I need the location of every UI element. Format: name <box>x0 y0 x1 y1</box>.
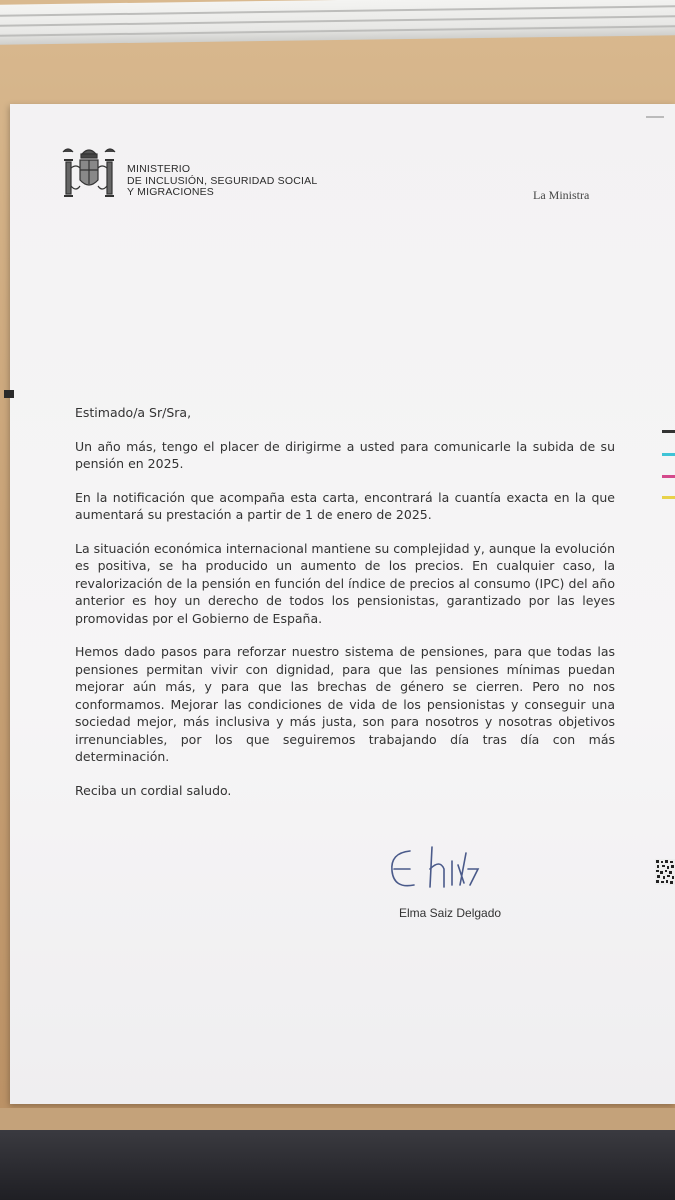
paper-stack-edge <box>0 5 675 16</box>
handwritten-signature <box>380 839 520 899</box>
letter-page <box>10 104 675 1104</box>
qr-code-icon <box>655 859 675 885</box>
spain-coat-of-arms-icon <box>60 144 118 206</box>
salutation: Estimado/a Sr/Sra, <box>75 405 192 420</box>
office-title: La Ministra <box>533 188 590 202</box>
tab-magenta <box>662 475 675 478</box>
ministry-line: MINISTERIO <box>127 163 191 175</box>
closing: Reciba un cordial saludo. <box>75 782 232 798</box>
paragraph: Hemos dado pasos para reforzar nuestro sistema de pensiones, para que todas las pensiones permitan vivir con dignidad, para que las pensiones mínimas puedan mejorar aún más, y para que las brechas de género se cierren. Pero no nos conformamos. Mejorar las condiciones de vida de los pensionistas y conseguir una sociedad mejor, más inclusiva y más justa, son para nosotros y nosotras objetivos irrenunciables, por los que seguiremos trabajando día tras día con más determinación. <box>75 644 615 764</box>
page-tab-mark <box>4 390 14 398</box>
letter-body <box>75 404 615 815</box>
desk-surface <box>0 1108 675 1130</box>
paper-stack <box>0 0 675 45</box>
ministry-line: DE INCLUSIÓN, SEGURIDAD SOCIAL <box>127 174 318 187</box>
signatory-name: Elma Saiz Delgado <box>399 906 502 920</box>
tab-yellow <box>662 496 675 499</box>
paragraph: En la notificación que acompaña esta carta, encontrará la cuantía exacta en la que aumentará su prestación a partir de 1 de enero de 2025. <box>75 489 615 522</box>
tab-dark <box>662 430 675 433</box>
tab-cyan <box>662 453 675 456</box>
page-corner-mark <box>646 116 664 118</box>
paragraph: Un año más, tengo el placer de dirigirme a usted para comunicarle la subida de su pensión en 2025. <box>75 438 615 471</box>
paper-stack-edge <box>0 25 675 36</box>
paper-stack-edge <box>0 15 675 26</box>
desk-edge <box>0 1130 675 1200</box>
ministry-name <box>127 164 317 199</box>
paragraph: La situación económica internacional mantiene su complejidad y, aunque la evolución es positiva, se ha producido un aumento de los precios. En cualquier caso, la revalorización de la pensión en función del índice de precios al consumo (IPC) del año anterior es hoy un derecho de todos los pensionistas, garantizado por las leyes promovidas por el Gobierno de España. <box>75 540 615 626</box>
ministry-line: Y MIGRACIONES <box>127 186 215 198</box>
